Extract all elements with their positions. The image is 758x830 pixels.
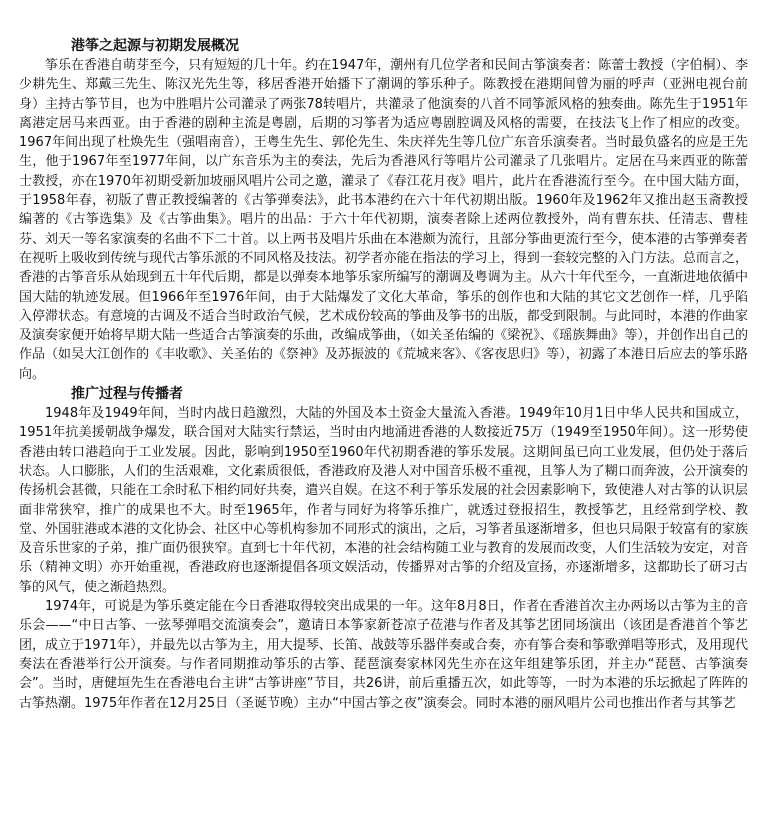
section-heading-promotion: 推广过程与传播者 xyxy=(71,386,183,403)
paragraph: 1974年，可说是为筝乐奠定能在今日香港取得较突出成果的一年。这年8月8日，作者在香港首次主办两场以古筝为主的音乐会——“中日古筝、一弦琴弹唱交流演奏会”，邀请日本筝家新苍凉子莅港与作者及其筝艺团同场演出（该团是香港首个筝艺团，成立于1971年），并最先以古筝为主，用大提琴、长笛、战鼓等乐器伴奏或合奏，亦有筝合奏和筝歌弹唱等形式，及用现代奏法在香港举行公开演奏。与作者同期推动筝乐的古筝、琵琶演奏家林冈先生亦在这年组建筝乐团，并主办“琵琶、古筝演奏会”。当时，唐健垣先生在香港电台主讲“古筝讲座”节目，共26讲，前后重播五次，如此等等，一时为本港的乐坛掀起了阵阵的古筝热潮。1975年作者在12月25日（圣诞节晚）主办“中国古筝之夜”演奏会。同时本港的丽风唱片公司也推出作者与其筝艺 xyxy=(19,599,748,711)
section-promotion xyxy=(19,384,748,713)
section-heading-origins: 港筝之起源与初期发展概况 xyxy=(71,38,239,54)
paragraph: 筝乐在香港自萌芽至今，只有短短的几十年。约在1947年，潮州有几位学者和民间古筝演奏者：陈蕾士教授（字伯桐）、李少耕先生、郑戴三先生、陈汉光先生等，移居香港开始播下了潮调的筝乐种子。陈教授在港期间曾为丽的呼声（亚洲电视台前身）主持古筝节目，也为中胜唱片公司灌录了两张78转唱片，共灌录了他演奏的八首不同筝派风格的独奏曲。陈先生于1951年离港定居马来西亚。由于香港的剧种主流是粤剧，后期的习筝者为适应粤剧腔调及风格的需要，在技法飞上作了相应的改变。1967年间出现了杜焕先生（强唱南音），王粤生先生、郭伦先生、朱庆祥先生等几位广东音乐演奏者。当时最负盛名的应是王先生，他于1967年至1977年间，以广东音乐为主的奏法，先后为香港风行等唱片公司灌录了几张唱片。定居在马来西亚的陈蕾士教授，亦在1970年初期受新加坡丽风唱片公司之邀，灌录了《春江花月夜》唱片，此片在香港流行至今。在中国大陆方面，于1958年春，初版了曹正教授编著的《古筝弹奏法》，此书本港约在六十年代初期出版。1960年及1962年又推出赵玉斋教授编著的《古筝选集》及《古筝曲集》。唱片的出品：于六十年代初期，演奏者除上述两位教授外，尚有曹东扶、任清志、曹桂芬、刘天一等名家演奏的名曲不下二十首。以上两书及唱片乐曲在本港颇为流行，且部分筝曲更流行至今，使本港的古筝弹奏者在视听上吸收到传统与现代古筝乐派的不同风格及技法。初学者亦能在指法的学习上，得到一套较完整的入门方法。总而言之，香港的古筝音乐从始现到五十年代后期，都是以弹奏本地筝乐家所编写的潮调及粤调为主。从六十年代至今，一直渐进地依循中国大陆的轨迹发展。但1966年至1976年间，由于大陆爆发了文化大革命，筝乐的创作也和大陆的其它文艺创作一样，几乎陷入停滞状态。有意境的古调及不适合当时政治气候，艺术成份较高的筝曲及筝书的出版，都受到限制。与此同时，本港的作曲家及演奏家便开始将早期大陆一些适合古筝演奏的乐曲，改编成筝曲，（如关圣佑编的《梁祝》、《瑶族舞曲》等），并创作出自己的作品（如吴大江创作的《丰收歌》、关圣佑的《祭神》及苏振波的《荒城来客》、《客夜思归》等），初露了本港日后应去的筝乐路向。 xyxy=(19,58,748,382)
paragraph: 1948年及1949年间，当时内战日趋激烈，大陆的外国及本土资金大量流入香港。1949年10月1日中华人民共和国成立，1951年抗美援朝战争爆发，联合国对大陆实行禁运，当时由内地涌进香港的人数接近75万（1949至1950年间）。这一形势使香港由转口港趋向于工业发展。因此，影响到1950至1960年代初期香港的筝乐发展。这期间虽已向工业发展，但仍处于落后状态。人口膨胀，人们的生活艰难，文化素质很低，香港政府及港人对中国音乐极不重视，且筝人为了糊口而奔波，公开演奏的传扬机会甚微，只能在工余时私下相约同好共奏，遣兴自娱。在这不利于筝乐发展的社会因素影响下，致使港人对古筝的认识层面非常狭窄，推广的成果也不大。时至1965年，作者与同好为将筝乐推广，就透过登报招生，教授筝艺，且经常到学校、教堂、外国驻港或本港的文化协会、社区中心等机构参加不同形式的演出，之后，习筝者虽逐渐增多，但也只局限于较富有的家族及音乐世家的子弟，推广面仍很狭窄。直到七十年代初，本港的社会结构随工业与教育的发展而改变，人们生活较为安定，对音乐（精神文明）亦开始重视，香港政府也逐渐提倡各项文娱活动，传播界对古筝的介绍及宣扬，亦逐渐增多，这都助长了研习古筝的风气，使之渐趋热烈。 xyxy=(19,406,748,595)
section-origins xyxy=(19,36,748,384)
